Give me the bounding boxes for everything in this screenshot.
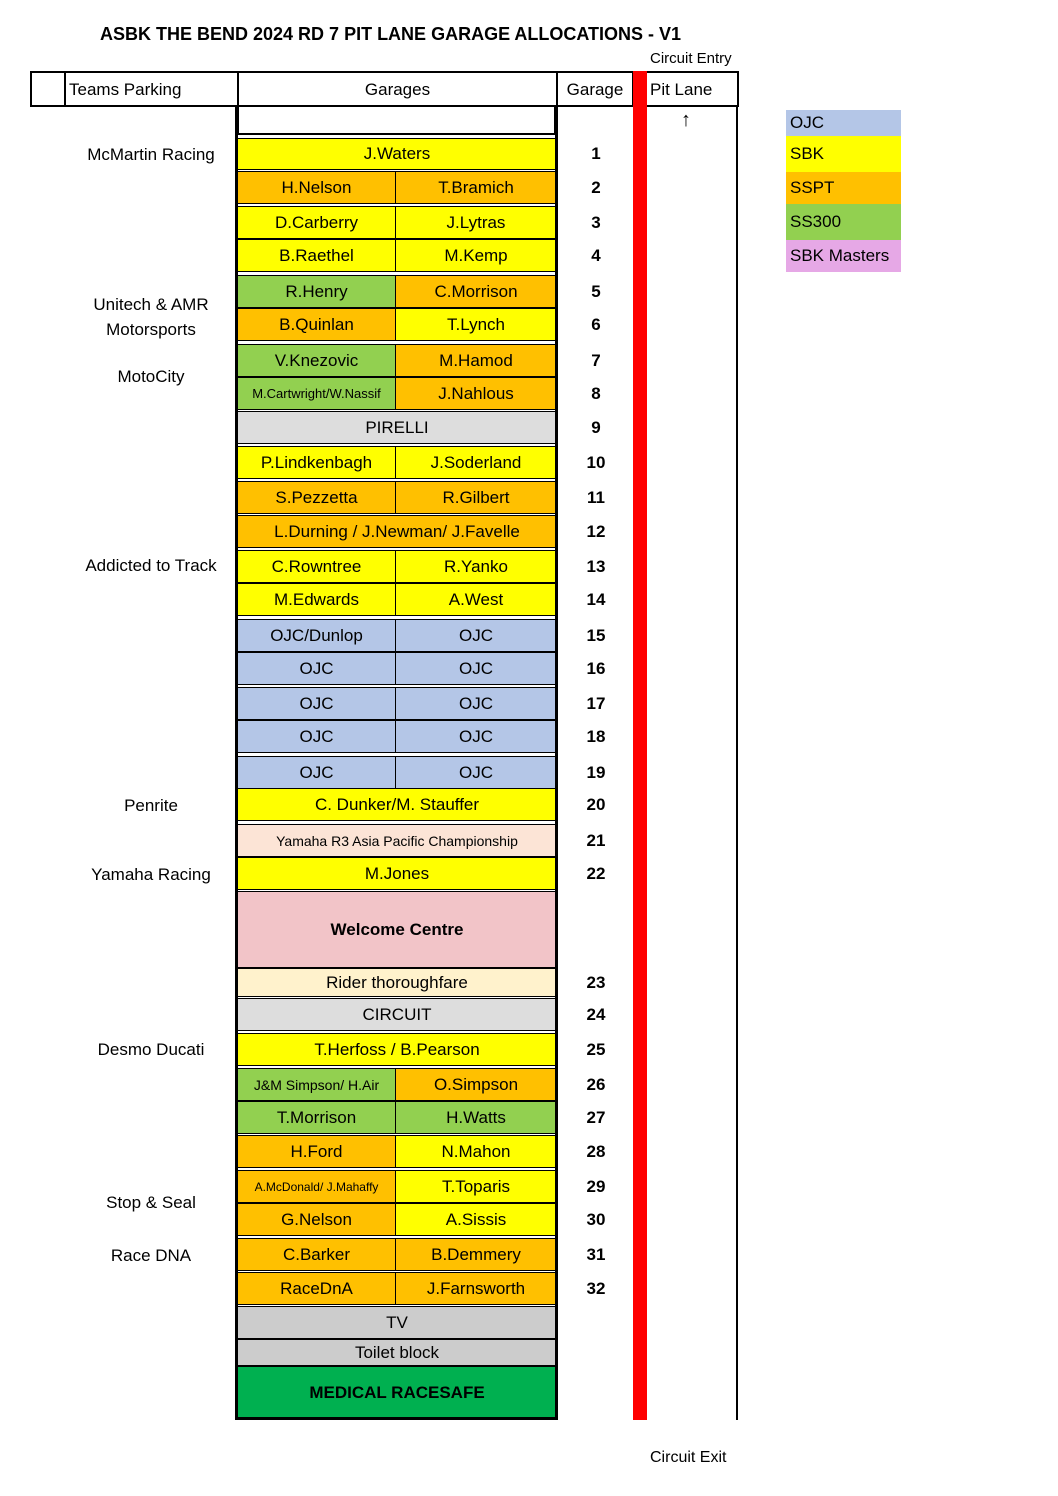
team-label: Race DNA — [110, 1246, 192, 1265]
garage-cell: O.Simpson — [395, 1068, 557, 1101]
garage-cell: N.Mahon — [395, 1135, 557, 1168]
garage-cell: S.Pezzetta — [237, 481, 396, 514]
garage-number: 31 — [586, 1244, 606, 1264]
team-label: Yamaha Racing — [91, 865, 211, 884]
garage-cell: J.Waters — [237, 138, 557, 170]
garage-number: 4 — [591, 245, 601, 265]
garage-number: 9 — [591, 417, 601, 437]
garage-number: 25 — [586, 1039, 606, 1059]
garage-number: 10 — [586, 452, 606, 472]
garage-number: 12 — [586, 521, 606, 541]
garage-cell: OJC — [237, 687, 396, 720]
garage-number: 19 — [586, 762, 606, 782]
garage-cell: R.Gilbert — [395, 481, 557, 514]
garage-cell: PIRELLI — [237, 411, 557, 444]
garage-number: 5 — [591, 281, 601, 301]
garage-number: 15 — [586, 625, 606, 645]
team-label: Addicted to Track — [85, 556, 217, 575]
garage-cell: Toilet block — [237, 1339, 557, 1366]
team-label: Desmo Ducati — [97, 1040, 205, 1059]
garage-cell: C.Barker — [237, 1238, 396, 1271]
garage-number: 13 — [586, 556, 606, 576]
garage-cell: L.Durning / J.Newman/ J.Favelle — [237, 515, 557, 548]
garage-number: 30 — [586, 1209, 606, 1229]
garage-cell: OJC — [395, 687, 557, 720]
garage-cell: H.Nelson — [237, 171, 396, 204]
header-garage: Garage — [556, 71, 634, 107]
garage-number: 11 — [587, 487, 605, 507]
garage-number: 2 — [591, 177, 601, 197]
garage-cell: B.Raethel — [237, 239, 396, 272]
garage-cell: H.Ford — [237, 1135, 396, 1168]
team-label: MotoCity — [117, 367, 185, 386]
garages-top-spacer — [237, 107, 556, 135]
garage-cell: J.Soderland — [395, 446, 557, 479]
garage-number: 26 — [586, 1074, 606, 1094]
garage-cell: G.Nelson — [237, 1203, 396, 1236]
header-blank-cell — [30, 71, 66, 107]
garage-number: 14 — [586, 589, 606, 609]
garage-cell: OJC — [395, 652, 557, 685]
up-arrow-icon: ↑ — [681, 109, 691, 131]
garages-right-border — [555, 107, 558, 1420]
garage-number: 18 — [586, 726, 606, 746]
garage-cell: M.Edwards — [237, 583, 396, 616]
legend-item: SBK Masters — [786, 240, 901, 272]
garage-cell: T.Bramich — [395, 171, 557, 204]
garage-number: 7 — [591, 350, 601, 370]
garage-cell: Welcome Centre — [237, 891, 557, 968]
team-label: McMartin Racing — [87, 145, 215, 164]
garage-cell: J.Lytras — [395, 206, 557, 239]
garage-number: 20 — [586, 794, 606, 814]
garage-cell: CIRCUIT — [237, 998, 557, 1031]
garage-cell: M.Cartwright/W.Nassif — [237, 377, 396, 410]
garage-cell: OJC — [237, 756, 396, 789]
circuit-exit-label: Circuit Exit — [650, 1449, 727, 1466]
garage-cell: D.Carberry — [237, 206, 396, 239]
garage-cell: M.Hamod — [395, 344, 557, 377]
garage-cell: J.Farnsworth — [395, 1272, 557, 1305]
legend-item: OJC — [786, 110, 901, 136]
page-title: ASBK THE BEND 2024 RD 7 PIT LANE GARAGE ALLOCATIONS - V1 — [100, 24, 682, 44]
header-teams-parking: Teams Parking — [64, 71, 239, 107]
pit-lane-right-border — [736, 107, 738, 1420]
legend-item: SS300 — [786, 204, 901, 240]
legend-item: SSPT — [786, 172, 901, 204]
garage-number: 24 — [586, 1004, 606, 1024]
garage-cell: T.Herfoss / B.Pearson — [237, 1033, 557, 1066]
pit-lane-line — [633, 71, 647, 1420]
team-label: Penrite — [124, 796, 178, 815]
team-label: Stop & Seal — [106, 1193, 196, 1212]
garage-cell: A.McDonald/ J.Mahaffy — [237, 1170, 396, 1203]
garage-number: 22 — [586, 863, 606, 883]
team-label: Motorsports — [106, 320, 196, 339]
garage-cell: OJC — [395, 619, 557, 652]
header-pit-lane: Pit Lane — [645, 71, 739, 107]
garage-cell: OJC — [395, 720, 557, 753]
garage-cell: A.West — [395, 583, 557, 616]
garage-cell: C.Rowntree — [237, 550, 396, 583]
garage-cell: A.Sissis — [395, 1203, 557, 1236]
garage-cell: R.Yanko — [395, 550, 557, 583]
garage-cell: T.Morrison — [237, 1101, 396, 1134]
garage-number: 21 — [586, 830, 606, 850]
garage-number: 23 — [586, 972, 606, 992]
garage-number: 32 — [586, 1278, 606, 1298]
garage-cell: B.Demmery — [395, 1238, 557, 1271]
garage-cell: T.Toparis — [395, 1170, 557, 1203]
garage-cell: OJC — [237, 720, 396, 753]
garage-number: 6 — [591, 314, 601, 334]
garage-cell: V.Knezovic — [237, 344, 396, 377]
garage-cell: MEDICAL RACESAFE — [237, 1366, 557, 1420]
garage-cell: OJC/Dunlop — [237, 619, 396, 652]
circuit-entry-label: Circuit Entry — [650, 50, 732, 67]
garage-cell: OJC — [237, 652, 396, 685]
garage-number: 17 — [586, 693, 606, 713]
garage-cell: R.Henry — [237, 275, 396, 308]
garage-cell: T.Lynch — [395, 308, 557, 341]
garage-cell: M.Kemp — [395, 239, 557, 272]
garage-cell: J.Nahlous — [395, 377, 557, 410]
legend-item: SBK — [786, 136, 901, 172]
garage-cell: TV — [237, 1306, 557, 1339]
garage-cell: B.Quinlan — [237, 308, 396, 341]
garage-number: 3 — [591, 212, 601, 232]
garages-bottom-border — [235, 1417, 558, 1420]
garage-cell: Yamaha R3 Asia Pacific Championship — [237, 824, 557, 857]
header-garages: Garages — [237, 71, 558, 107]
garage-cell: C. Dunker/M. Stauffer — [237, 788, 557, 821]
garage-cell: H.Watts — [395, 1101, 557, 1134]
garage-cell: C.Morrison — [395, 275, 557, 308]
garage-number: 28 — [586, 1141, 606, 1161]
garage-number: 8 — [591, 383, 601, 403]
garage-cell: OJC — [395, 756, 557, 789]
garage-cell: M.Jones — [237, 857, 557, 890]
garage-cell: RaceDnA — [237, 1272, 396, 1305]
team-label: Unitech & AMR — [93, 295, 209, 314]
garage-cell: P.Lindkenbagh — [237, 446, 396, 479]
garage-number: 29 — [586, 1176, 606, 1196]
garage-cell: J&M Simpson/ H.Air — [237, 1068, 396, 1101]
garage-cell: Rider thoroughfare — [237, 968, 557, 997]
garage-number: 16 — [586, 658, 606, 678]
garage-number: 27 — [586, 1107, 606, 1127]
garages-left-border — [235, 107, 238, 1420]
garage-number: 1 — [591, 144, 601, 163]
